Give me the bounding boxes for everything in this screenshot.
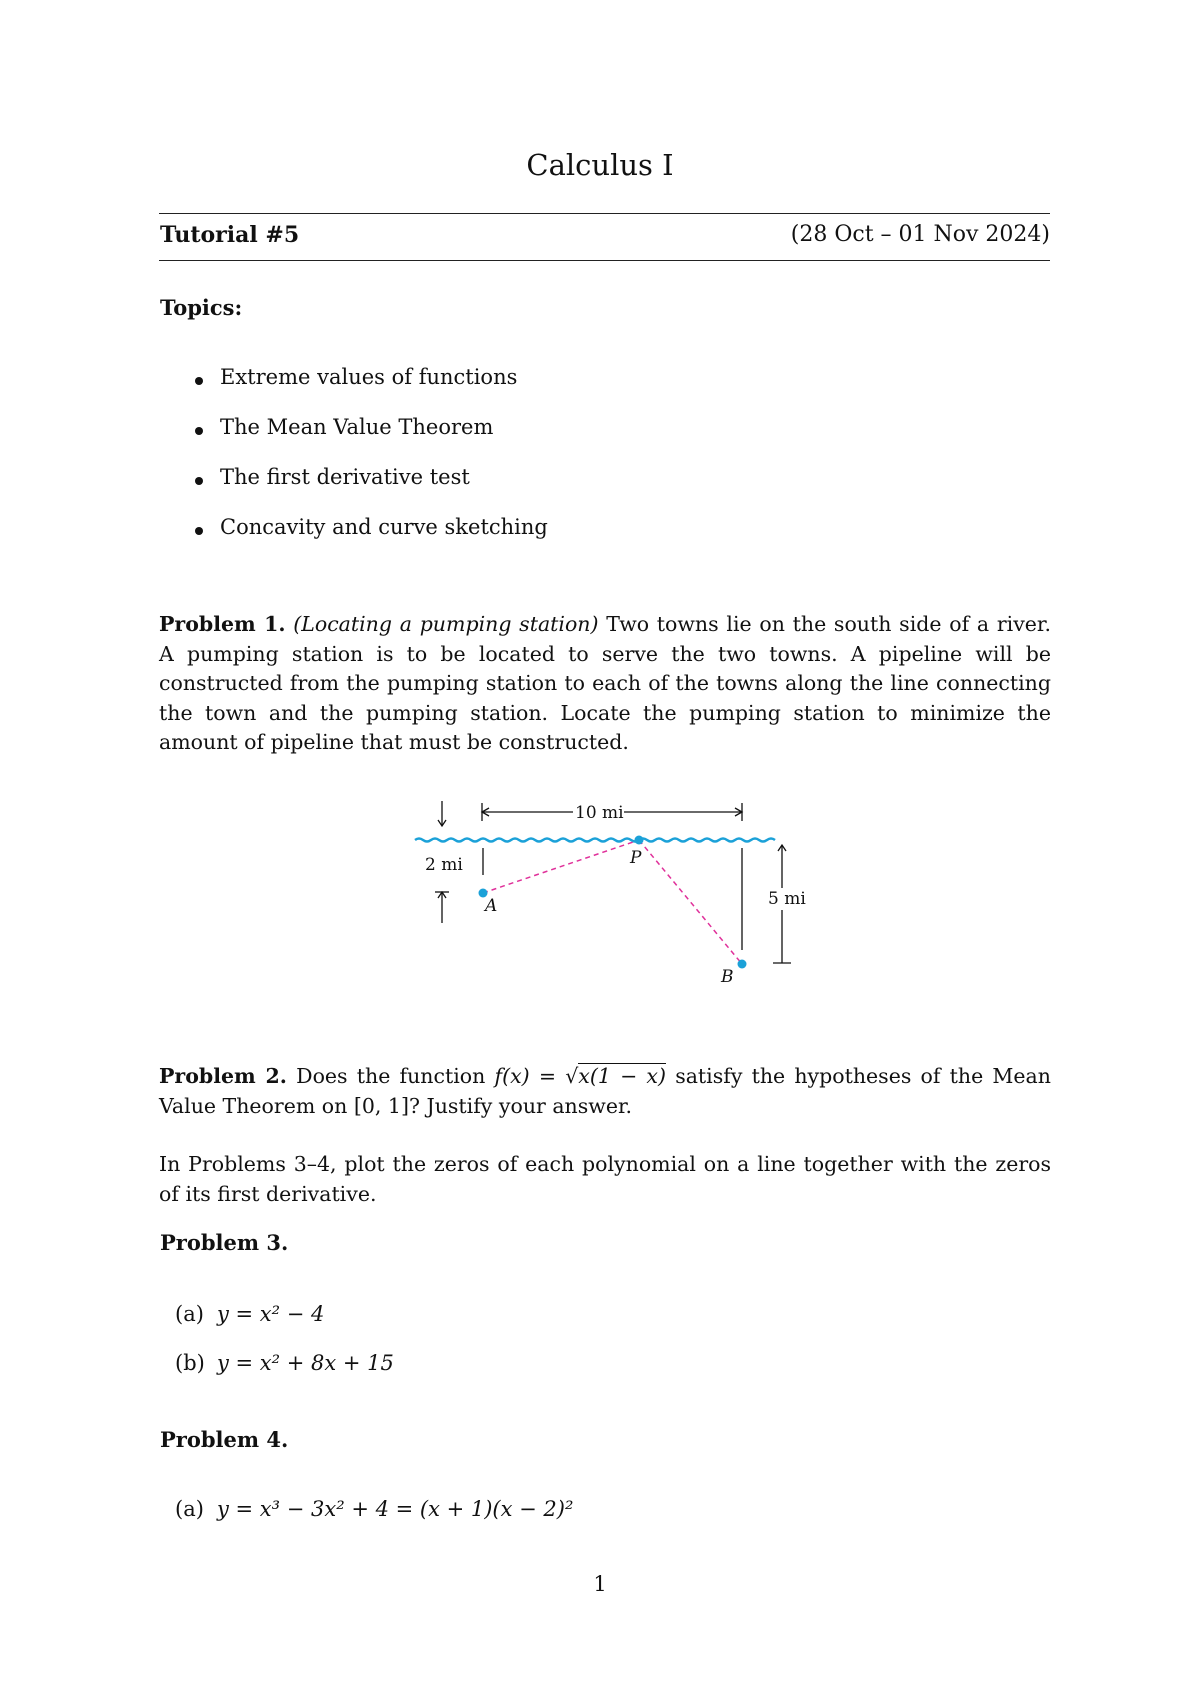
bullet-icon xyxy=(195,377,203,385)
point-p-label: P xyxy=(630,848,642,868)
river-line xyxy=(415,839,775,842)
bullet-icon xyxy=(195,527,203,535)
problem-1 xyxy=(159,610,1051,758)
part-expression: y = x³ − 3x² + 4 = (x + 1)(x − 2)² xyxy=(217,1497,574,1521)
list-item xyxy=(195,465,548,515)
list-item xyxy=(175,1351,394,1400)
header-bottom-rule xyxy=(159,260,1050,261)
problem-4-parts xyxy=(175,1497,573,1546)
sqrt-icon: √ xyxy=(565,1064,579,1088)
tutorial-number: Tutorial #5 xyxy=(160,222,300,248)
list-item xyxy=(195,415,548,465)
town-b-point xyxy=(738,960,747,969)
topics-heading: Topics: xyxy=(160,295,243,320)
pipeline-to-b xyxy=(639,840,742,964)
problem-3-label: Problem 3. xyxy=(160,1230,289,1255)
problems-instruction: In Problems 3–4, plot the zeros of each polynomial on a line together with the zeros of its first derivative. xyxy=(159,1152,1051,1206)
list-item xyxy=(175,1497,573,1546)
problem-2 xyxy=(159,1062,1051,1121)
pumping-station-point xyxy=(635,836,644,845)
problem-4-label: Problem 4. xyxy=(160,1427,289,1452)
course-title: Calculus I xyxy=(526,148,674,182)
page-number: 1 xyxy=(593,1572,607,1596)
left-depth-label: 2 mi xyxy=(425,855,463,875)
pipeline-to-a xyxy=(483,840,639,893)
problem-2-text-before: Does the function xyxy=(296,1064,486,1088)
list-item xyxy=(195,365,548,415)
topic-text: Concavity and curve sketching xyxy=(220,515,548,539)
problem-2-function-lhs: f(x) = xyxy=(494,1064,566,1088)
point-b-label: B xyxy=(721,967,734,987)
part-label: (a) xyxy=(175,1302,204,1326)
part-label: (b) xyxy=(175,1351,205,1375)
topic-text: The first derivative test xyxy=(220,465,470,489)
header-top-rule xyxy=(159,213,1050,214)
list-item xyxy=(195,515,548,565)
problem-3-parts xyxy=(175,1302,394,1400)
right-depth-label: 5 mi xyxy=(768,889,806,909)
bullet-icon xyxy=(195,477,203,485)
problem-2-label: Problem 2. xyxy=(159,1064,287,1088)
part-label: (a) xyxy=(175,1497,204,1521)
problem-1-text: Two towns lie on the south side of a river. A pumping station is to be located to serve the two towns. A pipeline will be constructed from the pumping station to each of the towns along the line connecting the town and the pumping station. Locate the pumping station to minimize the amount of pipeline that must be constructed. xyxy=(159,612,1051,754)
topic-text: The Mean Value Theorem xyxy=(220,415,494,439)
bullet-icon xyxy=(195,427,203,435)
problem-1-label: Problem 1. xyxy=(159,612,286,636)
problem-1-subtitle: (Locating a pumping station) xyxy=(293,612,599,636)
tutorial-dates: (28 Oct – 01 Nov 2024) xyxy=(790,222,1050,247)
list-item xyxy=(175,1302,394,1351)
part-expression: y = x² − 4 xyxy=(217,1302,325,1326)
distance-label: 10 mi xyxy=(575,803,624,823)
pumping-station-diagram xyxy=(405,793,815,988)
topics-list xyxy=(195,365,548,565)
problem-2-radicand: x(1 − x) xyxy=(578,1064,666,1088)
point-a-label: A xyxy=(485,896,498,916)
topic-text: Extreme values of functions xyxy=(220,365,518,389)
part-expression: y = x² + 8x + 15 xyxy=(217,1351,394,1375)
problem-2-text-after: satisfy the hypotheses of the Mean Value Theorem on [0, 1]? Justify your answer. xyxy=(159,1064,1051,1118)
